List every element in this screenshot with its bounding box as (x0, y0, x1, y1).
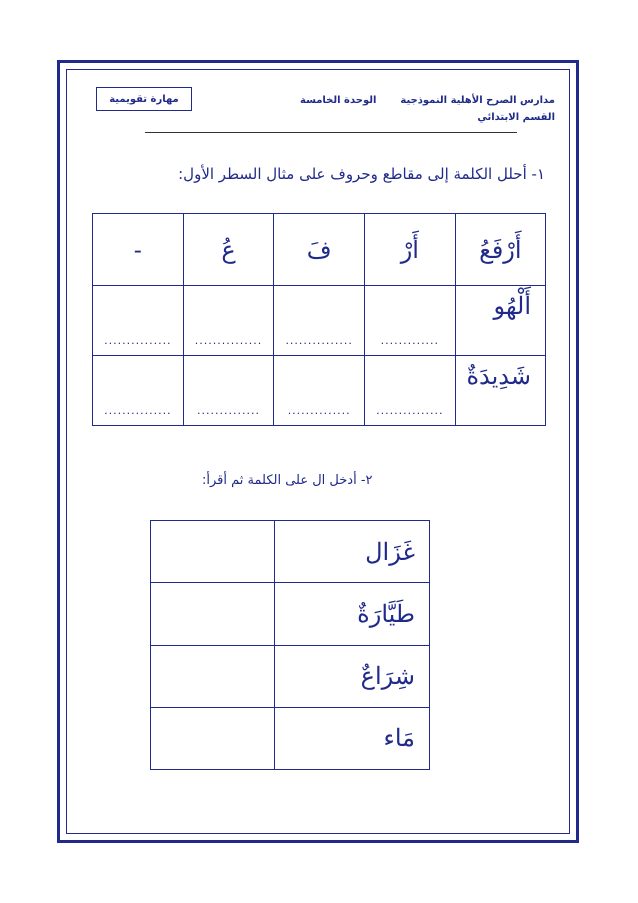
table-row (93, 356, 546, 426)
header-divider (145, 132, 517, 133)
school-name: مدارس الصرح الأهلية النموذجية (400, 95, 555, 106)
exercise1-instruction: ١- أحلل الكلمة إلى مقاطع وحروف على مثال السطر الأول: (178, 165, 545, 183)
article-table (150, 520, 430, 770)
blank-cell[interactable]: ............... (183, 286, 274, 356)
blank-cell[interactable]: ............... (274, 286, 365, 356)
example-dash: - (93, 214, 184, 286)
answer-cell[interactable] (151, 707, 275, 769)
example-letter: فَ (274, 214, 365, 286)
table-row (151, 645, 430, 707)
word-cell: شَدِيدَةٌ (455, 356, 545, 426)
word-cell: طَيَّارَةٌ (275, 583, 430, 645)
word-cell: مَاء (275, 707, 430, 769)
blank-cell[interactable]: .............. (183, 356, 274, 426)
blank-cell[interactable]: .............. (274, 356, 365, 426)
word-cell: شِرَاعٌ (275, 645, 430, 707)
blank-cell[interactable]: ............... (365, 356, 456, 426)
exercise2-instruction: ٢- أدخل ال على الكلمة ثم أقرأ: (202, 473, 373, 488)
answer-cell[interactable] (151, 521, 275, 583)
table-row (93, 214, 546, 286)
blank-cell[interactable]: ............... (93, 286, 184, 356)
example-syllable: أَرْ (365, 214, 456, 286)
skill-label: مهارة تقويمية (96, 87, 192, 111)
answer-cell[interactable] (151, 645, 275, 707)
word-cell: غَزَال (275, 521, 430, 583)
section-name: القسم الابتدائي (477, 112, 555, 123)
table-row (93, 286, 546, 356)
example-letter: عُ (183, 214, 274, 286)
table-row (151, 583, 430, 645)
example-word: أَرْفَعُ (455, 214, 545, 286)
word-cell: أَلْهُو (455, 286, 545, 356)
table-row (151, 707, 430, 769)
answer-cell[interactable] (151, 583, 275, 645)
table-row (151, 521, 430, 583)
blank-cell[interactable]: ............. (365, 286, 456, 356)
unit-title: الوحدة الخامسة (300, 95, 377, 106)
syllable-table (92, 213, 546, 426)
school-header (400, 92, 555, 126)
blank-cell[interactable]: ............... (93, 356, 184, 426)
